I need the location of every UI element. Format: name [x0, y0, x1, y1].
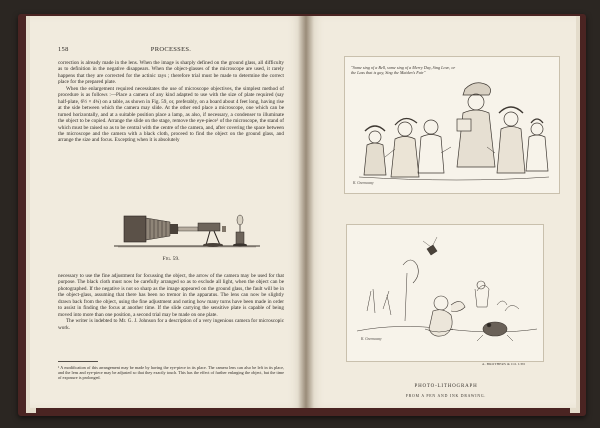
running-head	[58, 46, 284, 56]
plate-title: PHOTO-LITHOGRAPH	[414, 384, 478, 389]
body-text-top	[58, 60, 284, 144]
figure-microscope-camera	[110, 202, 270, 254]
plate2-signature: K. Greenaway	[361, 337, 382, 341]
footnote-rule	[58, 361, 98, 362]
paragraph: necessary to use the fine adjustment for focussing the object, the arrow of the camera may be used for that purpose. The black cloth must now be carefully arranged so as to exclude all light, when the object can be photographed. If the negative is not so sharp as the image appeared on the ground glass, the fault will be in the object-glass, assuming that there has been no tremor in the apparatus. The lens can now be slightly drawn back from the object, using the fine adjustment and noting how many turns have been made in order to assist in finding the focus at another time. If the slide carrying the sensitive plate is capable of being moved into more than one position, a second trial may be made on one plate.	[58, 273, 284, 318]
body-text-bottom	[58, 273, 284, 331]
right-page	[306, 16, 576, 408]
plate1-signature: K. Greenaway	[353, 181, 374, 185]
footnote: ¹ A modification of this arrangement may be made by having the eye-piece in its place. The camera lens can also be left in its place, and the lens and eye-piece may be adjusted so that they exactly touch. This has the effect of further enlarging the object, but the time of exposure is prolonged.	[58, 365, 284, 381]
plate1-caption: "Some sing of a Bell, some sing of a Merry Day, Sing Love, or the Lass that is gay, Sing the Maiden's Fair"	[351, 65, 456, 76]
paragraph: correction is already made in the lens. When the image is sharply defined on the ground glass, all difficulty as to definition in the negative disappears. When the object-glasses of the microscope are used, it rarely happens that they are corrected for the actinic rays ; therefore trial must be made to determine the correct place for the prepared plate.	[58, 60, 284, 86]
figure-caption: Fig. 59.	[162, 256, 180, 262]
plate-subtitle: FROM A PEN AND INK DRAWING.	[405, 394, 487, 398]
left-page	[30, 16, 306, 408]
running-title: PROCESSES.	[150, 46, 192, 53]
printer-credit: A. BROTHERS & CO. LTD	[482, 362, 526, 366]
illustration-children-plate	[344, 56, 560, 194]
book-spine-shadow	[298, 16, 314, 408]
paragraph: When the enlargement required necessitates the use of microscope objectives, the simplest method of procedure is as follows :—Place a camera of any kind adapted to use with the size of plate required (say half-plate, 6½ × 4¾) on a table, as shown in Fig. 59, or, preferably, on a board about 4 feet long, having rise at the side between which the camera may slide. At the other end place a microscope, one which can be turned horizontally, and at a suitable position place a lamp, as also, if necessary, a condenser to illuminate the object to be copied. Arrange the slide on the stage, remove the eye-piece¹ of the microscope, the stand of which must be raised so as to be central with the centre of the camera, and, after covering the space between the microscope and the camera with a black cloth, proceed to find the object on the ground glass, and arrange the size and focus. Excepting when it is absolutely	[58, 85, 284, 144]
paragraph: The writer is indebted to Mr. G. J. Johnson for a description of a very ingenious camera for microscopic work.	[58, 318, 284, 331]
children-drawing	[345, 57, 559, 193]
illustration-cherub-plate	[346, 224, 544, 362]
page-number: 158	[58, 46, 69, 53]
